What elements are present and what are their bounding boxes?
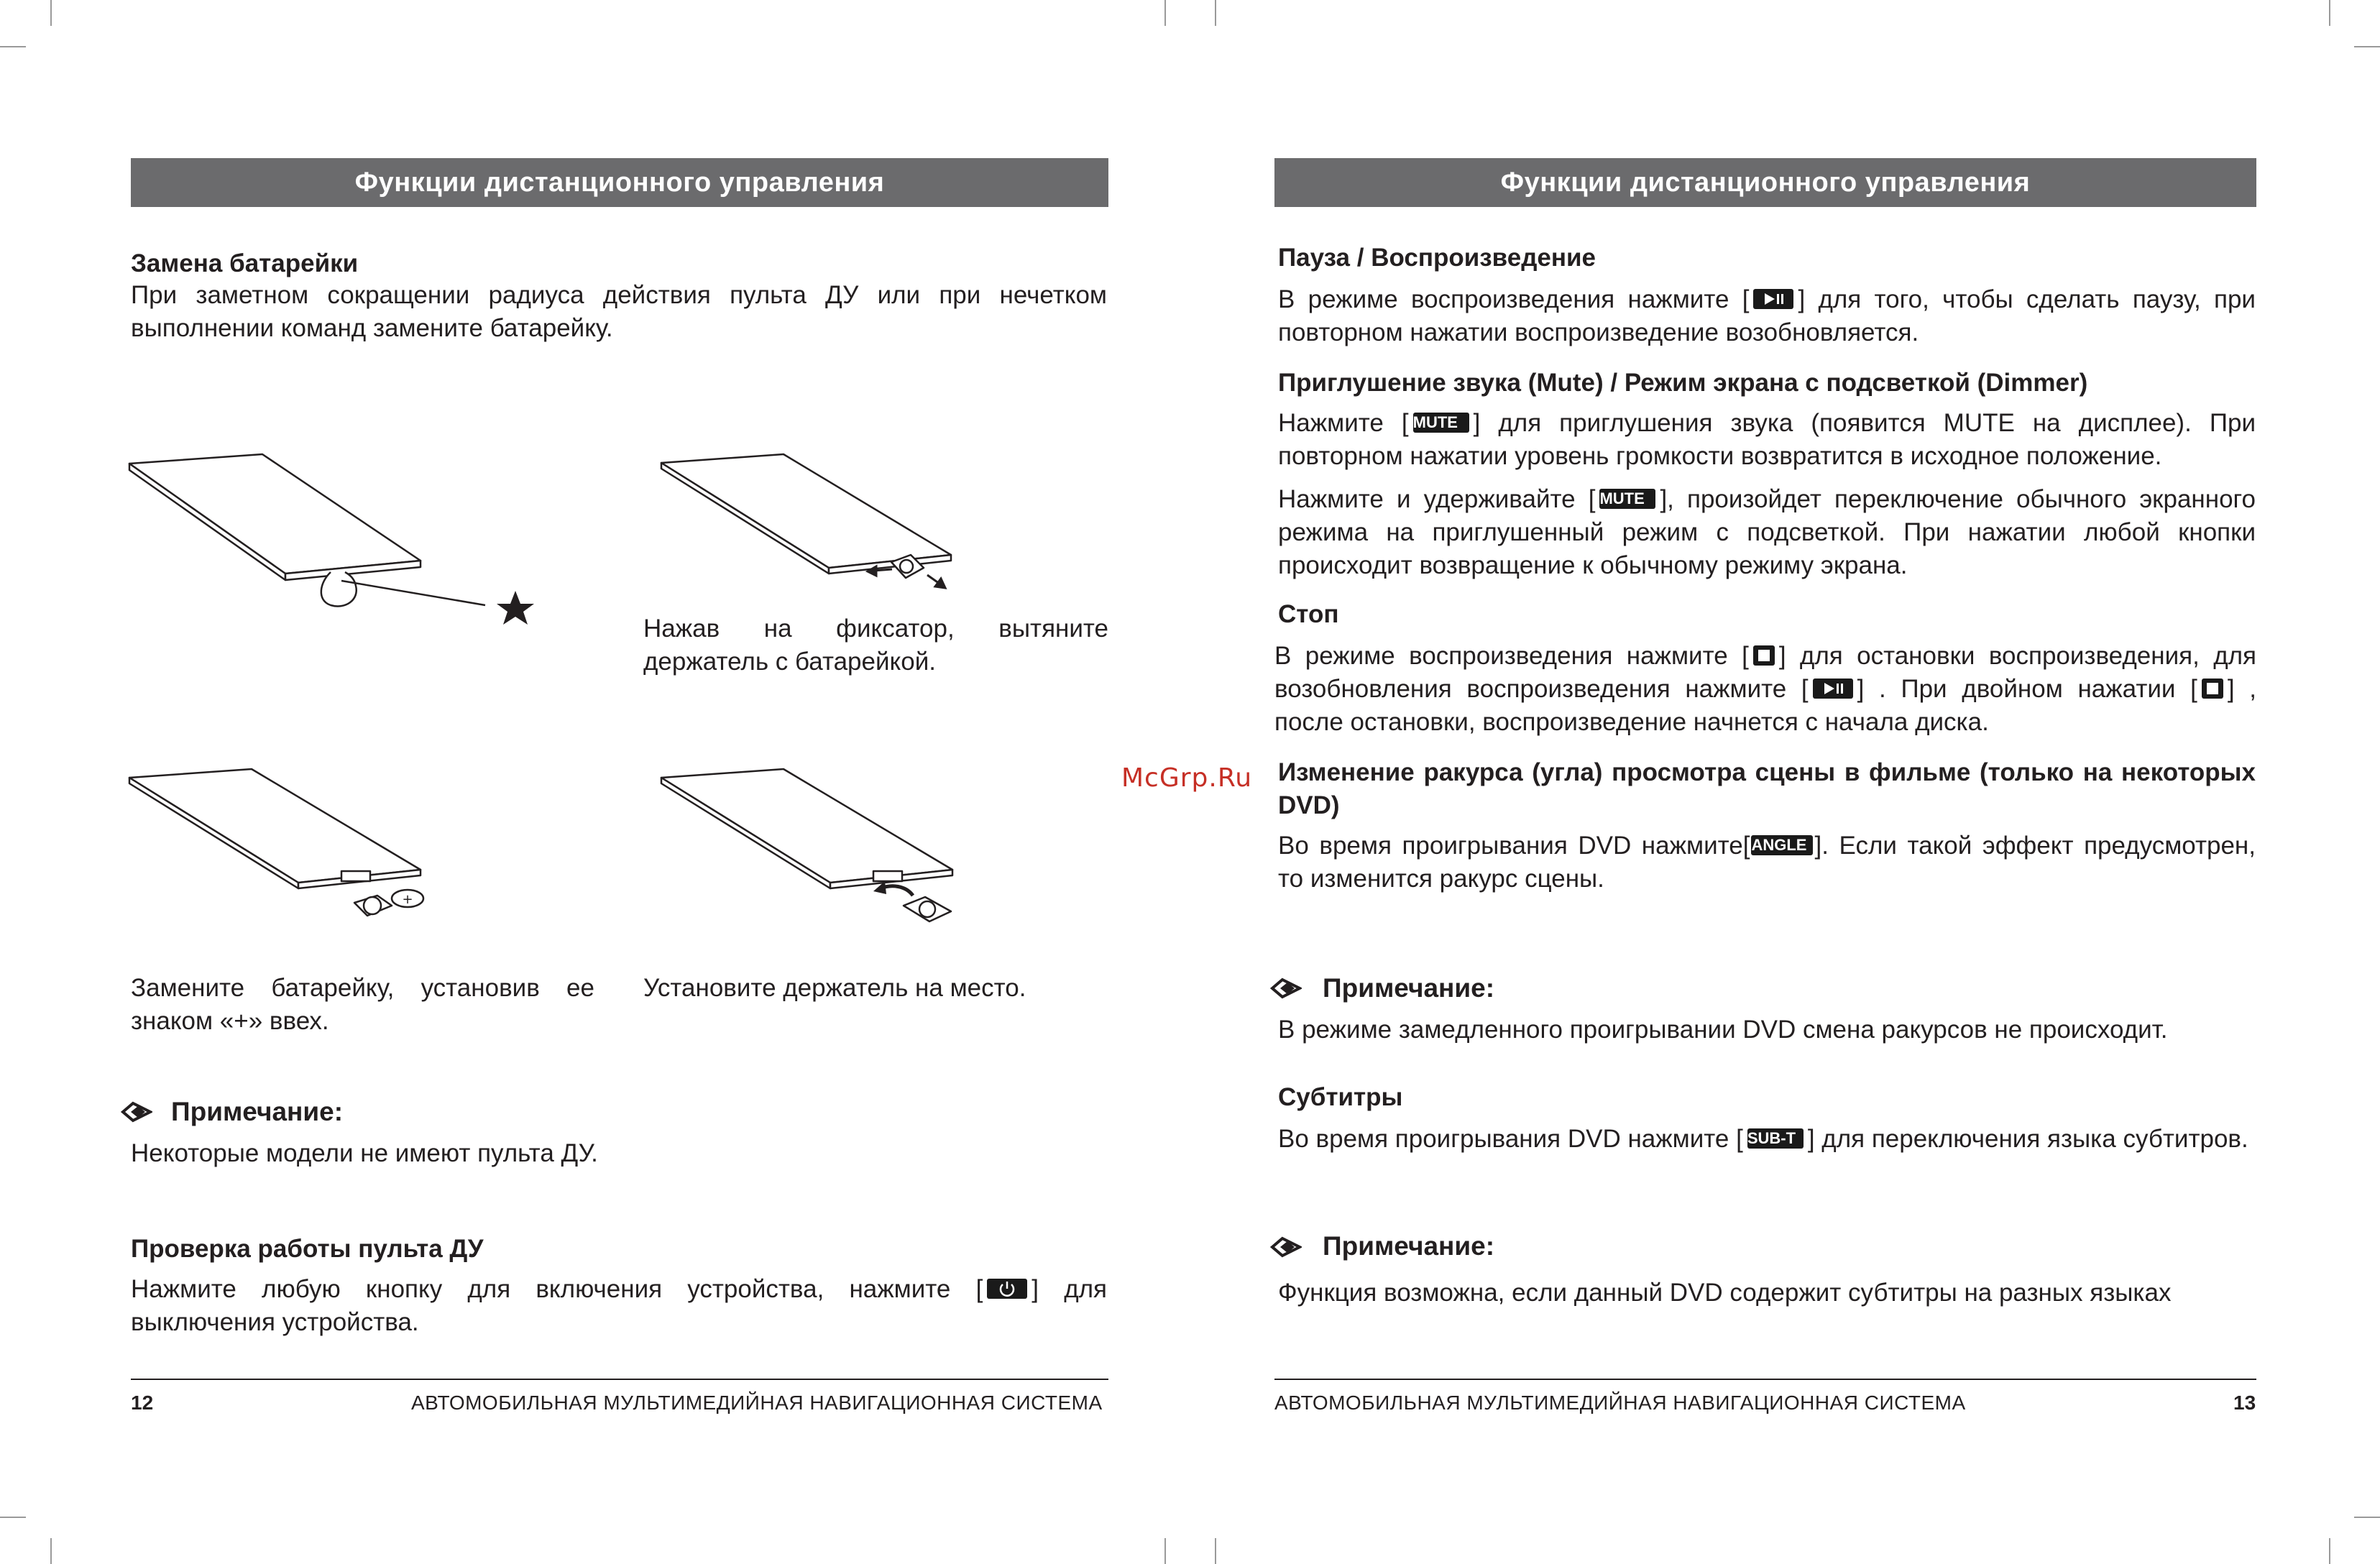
note-text: Некоторые модели не имеют пульта ДУ. — [131, 1139, 598, 1167]
note-title: Примечание: — [1323, 1231, 1495, 1261]
pause-paragraph — [1278, 283, 2256, 349]
watermark: McGrp.Ru — [1121, 763, 1253, 793]
stop-icon — [2202, 678, 2223, 699]
stop-text-a: В режиме воспроизведения нажмите [ — [1274, 642, 1749, 670]
remote-replace-battery-illustration — [126, 762, 449, 934]
remote-insert-holder-illustration — [658, 762, 967, 934]
page-number: 13 — [2233, 1392, 2256, 1414]
page-number: 12 — [131, 1392, 154, 1414]
pause-text-a: В режиме воспроизведения нажмите [ — [1278, 285, 1750, 313]
mute-button-icon: MUTE — [1599, 489, 1655, 509]
check-text-a: Нажмите любую кнопку для включения устройства, нажмите [ — [131, 1275, 983, 1303]
caption-pull-holder: Нажав на фиксатор, вытяните держатель с батарейкой. — [643, 615, 1108, 676]
pause-heading: Пауза / Воспроизведение — [1278, 244, 1596, 272]
note-icon — [1270, 978, 1302, 999]
angle-button-icon: ANGLE — [1751, 835, 1813, 855]
subtitles-paragraph — [1278, 1123, 2256, 1156]
power-button-icon — [987, 1279, 1027, 1299]
subtitle-button-icon: SUB-T — [1747, 1128, 1804, 1149]
subtitles-text-a: Во время проигрывания DVD нажмите [ — [1278, 1125, 1743, 1153]
mute-text-b: ] для приглушения звука (появится MUTE на дисплее). При повторном нажатии уровень громкости возвратится в исходное положение. — [1278, 409, 2256, 470]
subtitles-text-b: ] для переключения языка субтитров. — [1807, 1125, 2248, 1153]
footer-rule — [131, 1379, 1108, 1380]
caption-replace-battery: Замените батарейку, установив ее знаком «+» ввех. — [131, 974, 594, 1035]
note-icon — [121, 1101, 152, 1123]
note-title: Примечание: — [171, 1097, 344, 1126]
play-pause-button-icon — [1753, 289, 1793, 309]
right-page — [1190, 0, 2380, 1564]
dimmer-text-b: ], произойдет переключение обычного экранного режима на приглушенный режим с подсветкой. При нажатии любой кнопки происходит возвращение к обычному режиму экрана. — [1278, 485, 2256, 579]
section-banner: Функции дистанционного управления — [1274, 158, 2256, 207]
angle-text-a: Во время проигрывания DVD нажмите — [1278, 832, 1743, 860]
remote-pull-tab-illustration — [126, 446, 557, 632]
play-pause-icon — [1753, 289, 1793, 309]
note-text: Функция возможна, если данный DVD содержит субтитры на разных языках — [1278, 1279, 2172, 1307]
mute-paragraph — [1278, 407, 2256, 473]
check-text-b: ] для выключения устройства. — [131, 1275, 1107, 1336]
stop-paragraph — [1274, 640, 2256, 739]
remote-latch-illustration — [658, 447, 960, 598]
play-pause-icon — [1813, 678, 1853, 699]
note-title: Примечание: — [1323, 973, 1495, 1003]
stop-button-icon — [2202, 678, 2223, 699]
battery-heading: Замена батарейки — [131, 249, 359, 277]
footer-rule — [1274, 1379, 2256, 1380]
stop-heading: Стоп — [1278, 600, 1339, 628]
power-icon — [987, 1279, 1027, 1299]
dimmer-text-a: Нажмите и удерживайте [ — [1278, 485, 1596, 513]
stop-button-icon — [1753, 645, 1775, 666]
stop-icon — [1753, 645, 1775, 666]
stop-text-d: ] , после остановки, воспроизведение начнется с начала диска. — [1274, 675, 2256, 736]
angle-paragraph: Во время проигрывания DVD нажмите[ANGLE ]. Если такой эффект предусмотрен, то изменится ракурс сцены. — [1278, 832, 2256, 893]
stop-text-b: ] для остановки воспроизведения, для возобновления воспроизведения нажмите [ — [1274, 642, 2256, 703]
footer-title: АВТОМОБИЛЬНАЯ МУЛЬТИМЕДИЙНАЯ НАВИГАЦИОННАЯ СИСТЕМА — [1274, 1392, 1966, 1414]
battery-paragraph: При заметном сокращении радиуса действия пульта ДУ или при нечетком выполнении команд замените батарейку. — [131, 281, 1107, 342]
angle-text-b: . Если такой эффект предусмотрен, то изменится ракурс сцены. — [1278, 832, 2256, 893]
svg-text:+: + — [402, 892, 413, 907]
play-pause-button-icon — [1813, 678, 1853, 699]
check-remote-heading: Проверка работы пульта ДУ — [131, 1235, 484, 1263]
mute-heading: Приглушение звука (Mute) / Режим экрана с подсветкой (Dimmer) — [1278, 369, 2088, 397]
dimmer-paragraph — [1278, 483, 2256, 582]
note-icon — [1270, 1236, 1302, 1258]
caption-install-holder: Установите держатель на место. — [643, 974, 1026, 1002]
stop-text-c: ] . При двойном нажатии [ — [1857, 675, 2197, 703]
mute-text-a: Нажмите [ — [1278, 409, 1409, 437]
note-text: В режиме замедленного проигрывании DVD смена ракурсов не происходит. — [1278, 1016, 2168, 1044]
check-remote-paragraph — [131, 1273, 1107, 1339]
mute-button-icon: MUTE — [1413, 413, 1469, 433]
pause-text-b: ] для того, чтобы сделать паузу, при повторном нажатии воспроизведение возобновляется. — [1278, 285, 2256, 346]
footer-title: АВТОМОБИЛЬНАЯ МУЛЬТИМЕДИЙНАЯ НАВИГАЦИОННАЯ СИСТЕМА — [411, 1392, 1103, 1414]
section-banner: Функции дистанционного управления — [131, 158, 1108, 207]
subtitles-heading: Субтитры — [1278, 1083, 1403, 1111]
angle-heading: Изменение ракурса (угла) просмотра сцены в фильме (только на некоторых DVD) — [1278, 758, 2256, 819]
